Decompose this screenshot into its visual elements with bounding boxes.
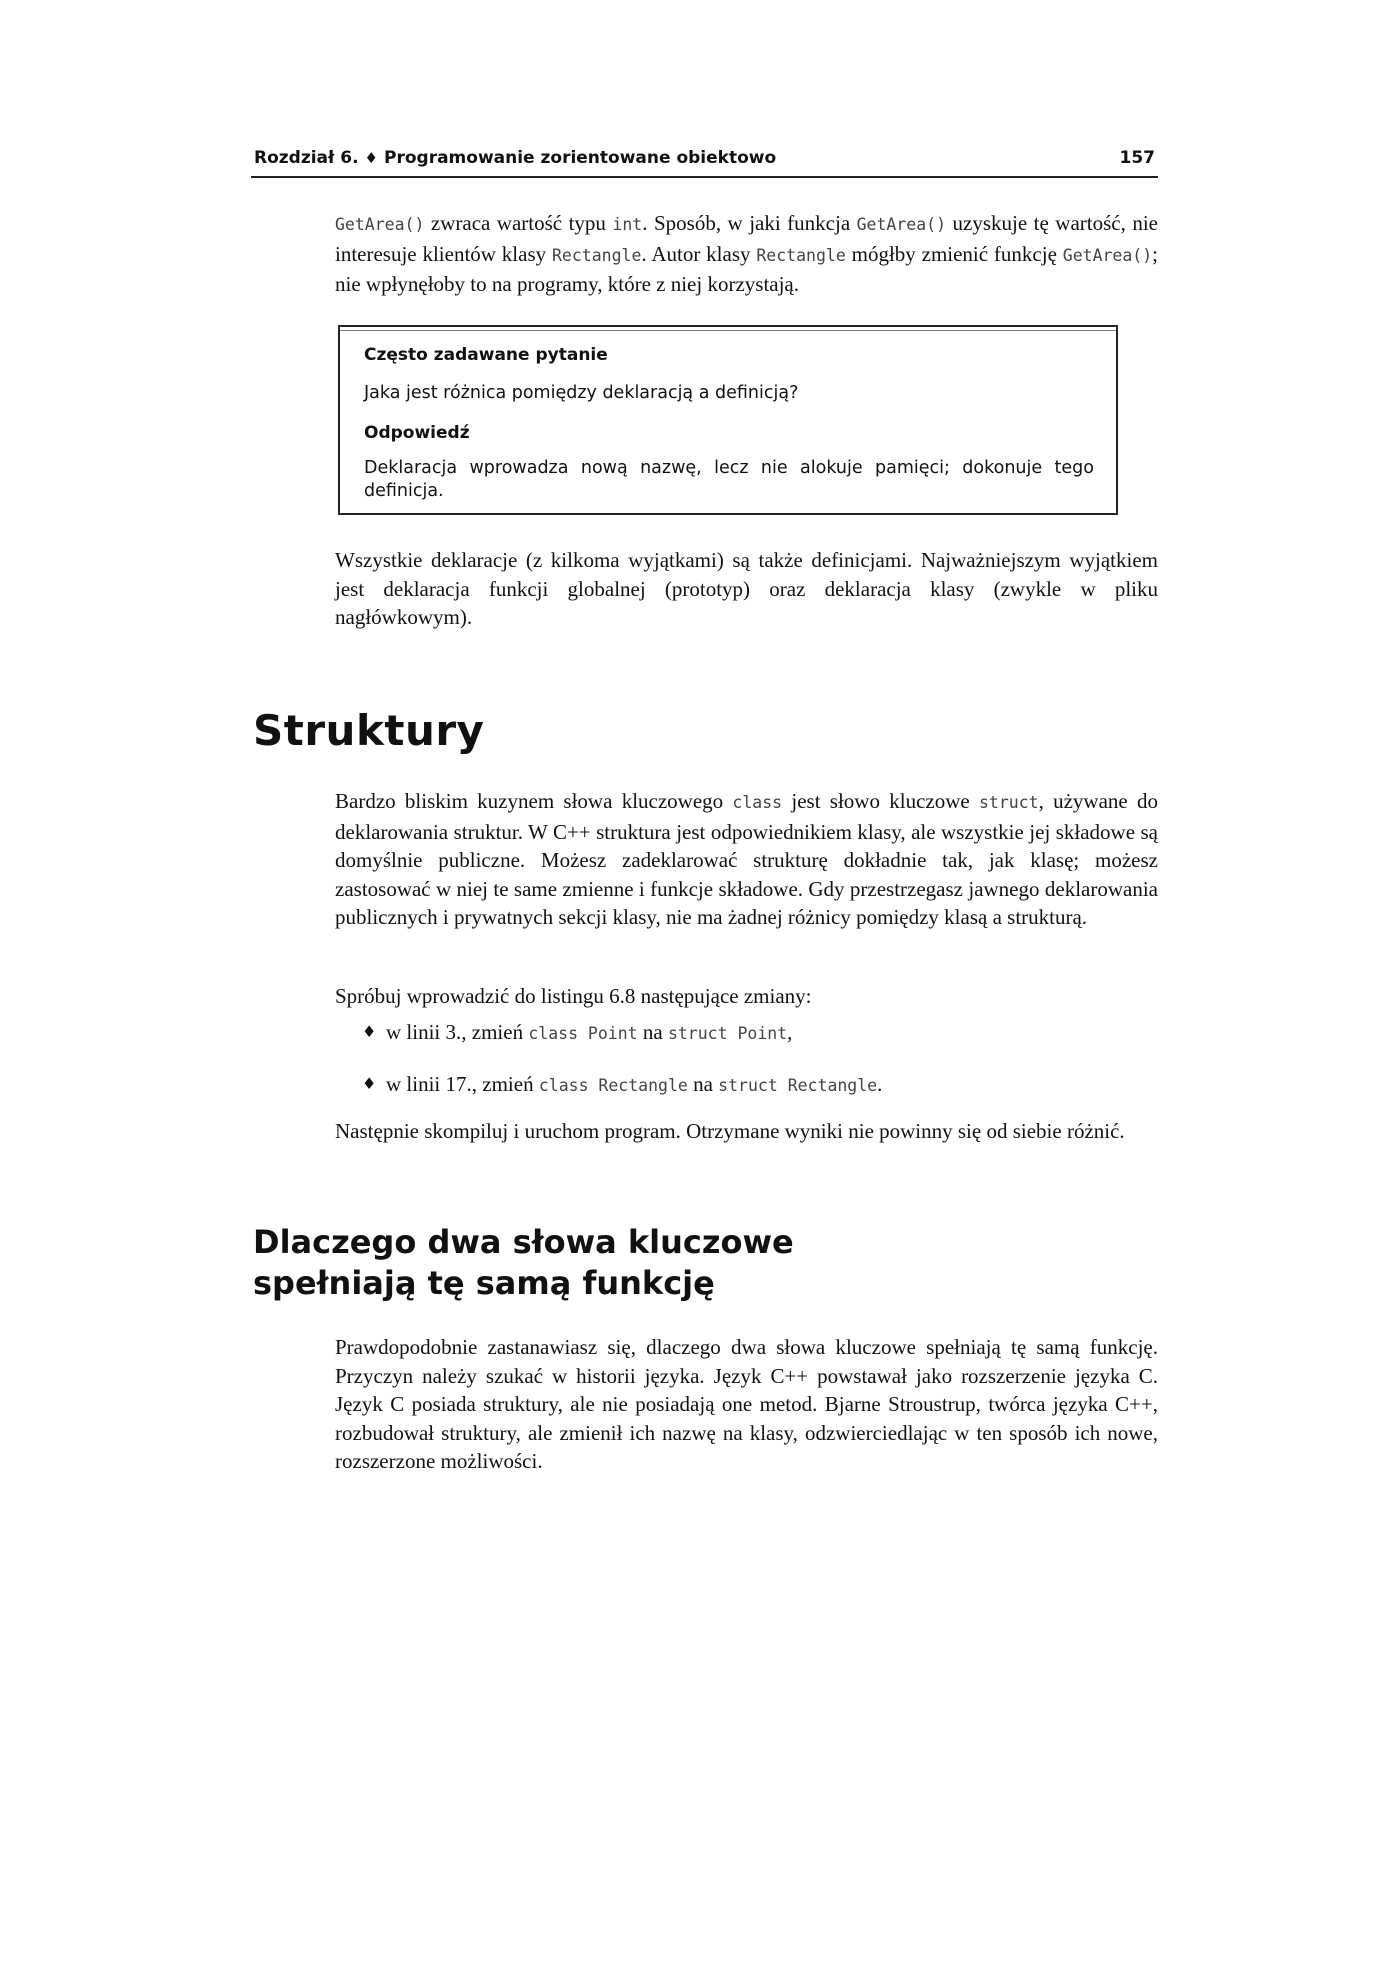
inline-code: class bbox=[732, 793, 783, 812]
heading-line: Dlaczego dwa słowa kluczowe bbox=[253, 1223, 794, 1261]
text-run: mógłby zmienić funkcję bbox=[845, 241, 1063, 266]
section-label: Programowanie zorientowane obiektowo bbox=[384, 148, 777, 168]
text-run: na bbox=[637, 1020, 668, 1044]
paragraph-getarea bbox=[335, 209, 1158, 299]
inline-code: class Rectangle bbox=[538, 1076, 688, 1095]
running-header bbox=[251, 146, 1158, 178]
page-number: 157 bbox=[1119, 148, 1155, 168]
inline-code: GetArea() bbox=[335, 215, 425, 234]
paragraph-compile: Następnie skompiluj i uruchom program. Otrzymane wyniki nie powinny się od siebie różnić. bbox=[335, 1119, 1125, 1143]
section-heading-why-two-keywords bbox=[253, 1222, 794, 1304]
section-heading-struktury: Struktury bbox=[253, 706, 485, 755]
inline-code: Rectangle bbox=[756, 245, 846, 265]
faq-divider bbox=[340, 330, 1116, 331]
inline-code: struct Rectangle bbox=[718, 1076, 878, 1095]
diamond-bullet-icon: ♦ bbox=[362, 1022, 377, 1041]
faq-box bbox=[338, 325, 1118, 515]
paragraph-history: Prawdopodobnie zastanawiasz się, dlaczego dwa słowa kluczowe spełniają tę samą funkcję. Przyczyn należy szukać w historii języka. Język C++ powstawał jako rozszerzenie języka C. Język C posiada struktury, ale nie posiadają one metod. Bjarne Stroustrup, twórca języka C++, rozbudował struktury, ale zmienił ich nazwę na klasy, odzwierciedlając w ten sposób ich nowe, rozszerzone możliwości. bbox=[335, 1335, 1158, 1473]
faq-answer-title: Odpowiedź bbox=[364, 423, 470, 443]
text-run: w linii 3., zmień bbox=[386, 1020, 529, 1044]
inline-code: struct Point bbox=[667, 1024, 788, 1043]
diamond-bullet-icon: ♦ bbox=[362, 1074, 377, 1093]
paragraph-declarations: Wszystkie deklaracje (z kilkoma wyjątkami) są także definicjami. Najważniejszym wyjątkiem jest deklaracja funkcji globalnej (prototyp) oraz deklaracja klasy (zwykle w pliku nagłówkowym). bbox=[335, 548, 1158, 629]
text-run: jest słowo kluczowe bbox=[782, 789, 979, 813]
faq-question: Jaka jest różnica pomiędzy deklaracją a definicją? bbox=[364, 383, 799, 403]
paragraph-try-changes: Spróbuj wprowadzić do listingu 6.8 następujące zmiany: bbox=[335, 984, 812, 1008]
inline-code: class Point bbox=[528, 1024, 638, 1043]
inline-code: int bbox=[612, 215, 643, 234]
faq-question-title: Często zadawane pytanie bbox=[364, 345, 608, 365]
text-run: . bbox=[877, 1072, 883, 1096]
text-run: w linii 17., zmień bbox=[386, 1072, 539, 1096]
text-run: . Autor klasy bbox=[641, 241, 757, 266]
list-item bbox=[362, 1070, 1142, 1098]
inline-code: GetArea() bbox=[856, 215, 947, 234]
list-item bbox=[362, 1018, 1142, 1046]
diamond-icon: ♦ bbox=[364, 149, 378, 167]
text-run: na bbox=[687, 1072, 719, 1096]
text-run: , używane do deklarowania struktur. W C++ struktura jest odpowiednikiem klasy, ale wszystkie jej składowe są domyślnie publiczne. Możesz zadeklarować strukturę dokładnie tak, jak klasę; możesz zastosować w niej te same zmienne i funkcje składowe. Gdy przestrzegasz jawnego deklarowania publicznych i prywatnych sekcji klasy, nie ma żadnej różnicy pomiędzy klasą a strukturą. bbox=[335, 789, 1158, 929]
header-title bbox=[254, 148, 776, 168]
text-run: zwraca wartość typu bbox=[424, 211, 613, 235]
text-run: . Sposób, w jaki funkcja bbox=[642, 211, 857, 235]
text-run: uzyskuje tę wartość, nie interesuje klientów klasy bbox=[335, 211, 1158, 266]
inline-code: GetArea() bbox=[1062, 245, 1153, 265]
paragraph-struct bbox=[335, 787, 1158, 932]
text-run: ; nie wpłynęłoby to na programy, które z niej korzystają. bbox=[335, 241, 1159, 296]
chapter-label: Rozdział 6. bbox=[254, 148, 359, 168]
heading-line: spełniają tę samą funkcję bbox=[253, 1264, 715, 1302]
change-list bbox=[362, 1018, 1142, 1122]
inline-code: Rectangle bbox=[552, 245, 642, 265]
text-run: Bardzo bliskim kuzynem słowa kluczowego bbox=[335, 789, 733, 813]
faq-answer: Deklaracja wprowadza nową nazwę, lecz nie alokuje pamięci; dokonuje tego definicja. bbox=[364, 458, 1094, 501]
text-run: , bbox=[787, 1020, 793, 1044]
inline-code: struct bbox=[978, 793, 1039, 812]
